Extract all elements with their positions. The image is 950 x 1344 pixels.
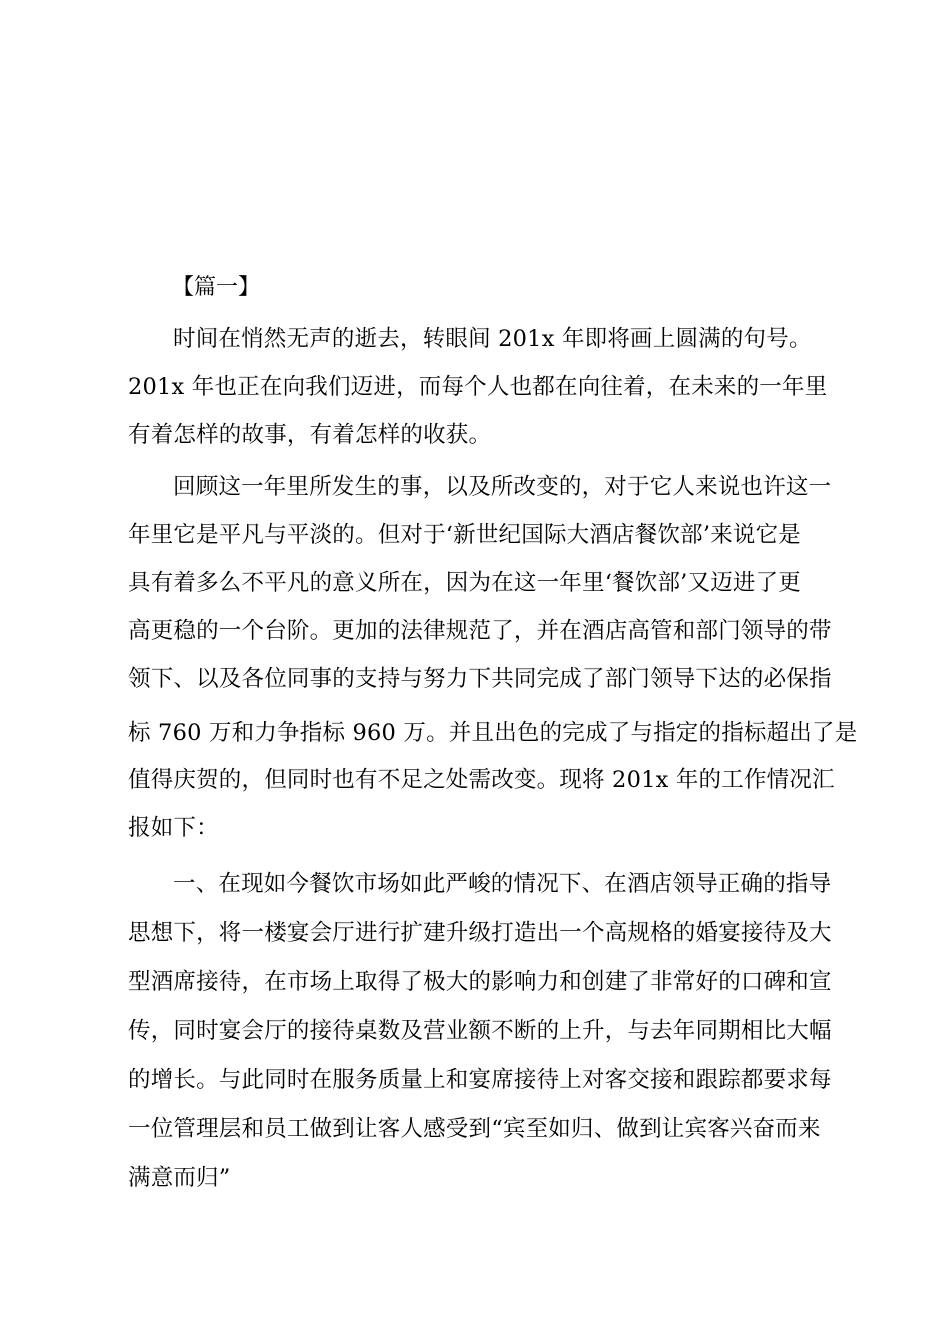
paragraph-line: 传，同时宴会厅的接待桌数及营业额不断的上升，与去年同期相比大幅 [128, 1018, 832, 1044]
paragraph-line: 型酒席接待，在市场上取得了极大的影响力和创建了非常好的口碑和宣 [128, 969, 832, 995]
paragraph-line: 满意而归” [128, 1165, 231, 1191]
paragraph-line: 一、在现如今餐饮市场如此严峻的情况下、在酒店领导正确的指导 [173, 871, 832, 897]
paragraph-line: 值得庆贺的，但同时也有不足之处需改变。现将 201x 年的工作情况汇 [128, 767, 835, 793]
section-heading: 【篇一】 [172, 275, 261, 300]
paragraph-line: 的增长。与此同时在服务质量上和宴席接待上对客交接和跟踪都要求每 [128, 1067, 832, 1093]
paragraph-line: 年里它是平凡与平淡的。但对于‘新世纪国际大酒店餐饮部’来说它是 [128, 522, 802, 548]
paragraph-line: 报如下： [128, 815, 219, 841]
paragraph-line: 思想下，将一楼宴会厅进行扩建升级打造出一个高规格的婚宴接待及大 [128, 920, 832, 946]
paragraph-line: 具有着多么不平凡的意义所在，因为在这一年里‘餐饮部’又迈进了更 [128, 570, 802, 596]
paragraph-line: 高更稳的一个台阶。更加的法律规范了，并在酒店高管和部门领导的带 [128, 618, 832, 644]
paragraph-line: 标 760 万和力争指标 960 万。并且出色的完成了与指定的指标超出了是 [128, 720, 858, 746]
paragraph-line: 领下、以及各位同事的支持与努力下共同完成了部门领导下达的必保指 [128, 666, 832, 692]
paragraph-line: 一位管理层和员工做到让客人感受到“宾至如归、做到让宾客兴奋而来 [128, 1116, 821, 1142]
paragraph-line: 201x 年也正在向我们迈进，而每个人也都在向往着，在未来的一年里 [128, 374, 828, 400]
paragraph-line: 时间在悄然无声的逝去，转眼间 201x 年即将画上圆满的句号。 [173, 326, 812, 352]
paragraph-line: 回顾这一年里所发生的事，以及所改变的，对于它人来说也许这一 [173, 474, 832, 500]
paragraph-line: 有着怎样的故事，有着怎样的收获。 [128, 422, 492, 448]
